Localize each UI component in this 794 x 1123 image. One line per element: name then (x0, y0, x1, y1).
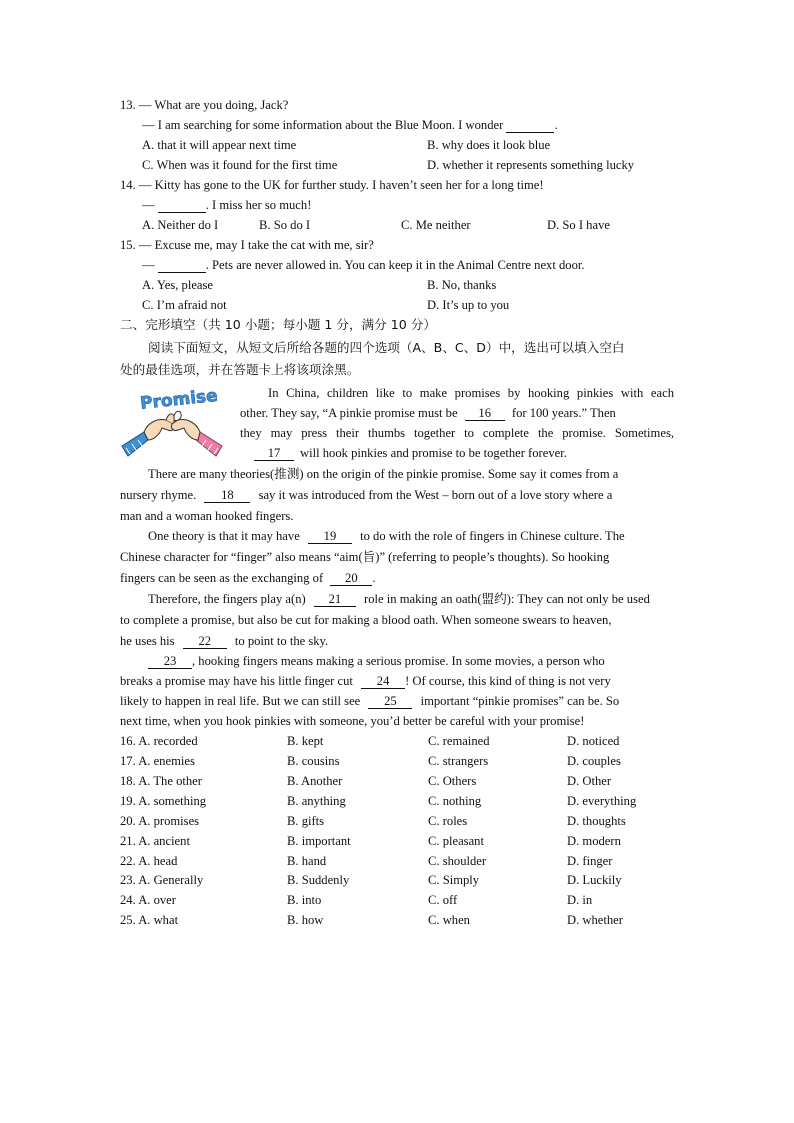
option-b: B. hand (287, 854, 327, 868)
passage-p3-line2: Chinese character for “finger” also means “aim(旨)” (referring to people’s thoughts). So hooking (120, 550, 610, 564)
option-b: B. gifts (287, 814, 325, 828)
options-row-18 (120, 771, 700, 791)
q13-blank (506, 118, 554, 133)
option-b: B. important (287, 834, 351, 848)
q13-reply-text: — I am searching for some information about the Blue Moon. I wonder (142, 118, 504, 132)
passage-text: likely to happen in real life. But we can still see (120, 694, 361, 708)
option-c: C. pleasant (428, 834, 484, 848)
option-b: B. how (287, 913, 324, 927)
option-a: 17. A. enemies (120, 754, 195, 768)
blank-24: 24 (361, 674, 405, 689)
passage-text: ! Of course, this kind of thing is not very (405, 674, 611, 688)
passage-p1-line2 (240, 403, 674, 423)
q15-reply-text: . Pets are never allowed in. You can keep it in the Animal Centre next door. (205, 258, 585, 272)
options-row-25 (120, 910, 700, 930)
option-d: D. Luckily (567, 873, 622, 887)
passage-p4-line1 (148, 589, 650, 609)
passage-p4-line2: to complete a promise, but also be cut for making a blood oath. When someone swears to heaven, (120, 613, 612, 627)
q14-reply-text: . I miss her so much! (205, 198, 312, 212)
q13-reply (142, 115, 558, 135)
option-c: C. remained (428, 734, 490, 748)
passage-text: to point to the sky. (234, 634, 329, 648)
passage-p2-line3: man and a woman hooked fingers. (120, 509, 294, 523)
option-a: 18. A. The other (120, 774, 202, 788)
q15-option-c: C. I’m afraid not (142, 298, 227, 312)
q13-option-a: A. that it will appear next time (142, 138, 297, 152)
passage-p1-line1: In China, children like to make promises by hooking pinkies with each (268, 386, 674, 400)
option-d: D. finger (567, 854, 613, 868)
option-c: C. roles (428, 814, 468, 828)
passage-text: for 100 years.” Then (511, 406, 616, 420)
options-row-22 (120, 851, 700, 871)
section-title: 二、完形填空（共 10 小题；每小题 1 分，满分 10 分） (120, 317, 436, 332)
passage-text: , hooking fingers means making a serious promise. In some movies, a person who (192, 654, 605, 668)
promise-logo-text: Promise (139, 385, 219, 414)
option-b: B. into (287, 893, 322, 907)
option-c: C. when (428, 913, 470, 927)
options-row-24 (120, 890, 700, 910)
options-row-19 (120, 791, 700, 811)
options-row-23 (120, 870, 700, 890)
option-d: D. in (567, 893, 593, 907)
q13-option-d: D. whether it represents something lucky (427, 158, 635, 172)
blank-17: 17 (254, 446, 294, 461)
option-c: C. Simply (428, 873, 480, 887)
passage-text: nursery rhyme. (120, 488, 197, 502)
option-a: 20. A. promises (120, 814, 200, 828)
option-b: B. Another (287, 774, 343, 788)
option-a: 16. A. recorded (120, 734, 198, 748)
option-a: 25. A. what (120, 913, 179, 927)
option-d: D. Other (567, 774, 612, 788)
blank-22: 22 (183, 634, 227, 649)
blank-25: 25 (368, 694, 412, 709)
option-a: 23. A. Generally (120, 873, 204, 887)
passage-p5-line3 (120, 691, 619, 711)
passage-text: breaks a promise may have his little finger cut (120, 674, 353, 688)
passage-p1-line3: they may press their thumbs together to complete the promise. Sometimes, (240, 426, 674, 440)
option-d: D. whether (567, 913, 623, 927)
passage-text: . (372, 571, 376, 585)
passage-text: will hook pinkies and promise to be together forever. (300, 446, 567, 460)
option-c: C. strangers (428, 754, 489, 768)
option-c: C. off (428, 893, 458, 907)
passage-text: other. They say, “A pinkie promise must be (240, 406, 458, 420)
passage-text: to do with the role of fingers in Chinese culture. The (360, 529, 625, 543)
q15-reply (142, 255, 585, 275)
q15-stem: 15. — Excuse me, may I take the cat with me, sir? (120, 238, 374, 252)
option-c: C. Others (428, 774, 477, 788)
passage-p5-line4: next time, when you hook pinkies with someone, you’d better be careful with your promise! (120, 714, 585, 728)
passage-p5-line1 (148, 651, 605, 671)
passage-p3-line3 (120, 568, 375, 588)
option-d: D. couples (567, 754, 621, 768)
q15-blank (158, 258, 206, 273)
q13-option-c: C. When was it found for the first time (142, 158, 338, 172)
blank-16: 16 (465, 406, 505, 421)
q13-option-b: B. why does it look blue (427, 138, 551, 152)
options-row-17 (120, 751, 700, 771)
options-row-16 (120, 731, 700, 751)
passage-p1-line4 (254, 443, 567, 463)
blank-20: 20 (330, 571, 372, 586)
passage-p2-line2 (120, 485, 612, 505)
option-c: C. shoulder (428, 854, 487, 868)
passage-text: fingers can be seen as the exchanging of (120, 571, 324, 585)
q13-stem: 13. — What are you doing, Jack? (120, 98, 289, 112)
q14-option-b: B. So do I (259, 218, 311, 232)
section-instruction-1: 阅读下面短文，从短文后所给各题的四个选项（A、B、C、D）中，选出可以填入空白 (148, 340, 625, 355)
passage-p3-line1 (148, 526, 625, 546)
q15-option-d: D. It’s up to you (427, 298, 510, 312)
blank-21: 21 (314, 592, 356, 607)
q14-option-d: D. So I have (547, 218, 610, 232)
q14-option-a: A. Neither do I (142, 218, 219, 232)
option-a: 19. A. something (120, 794, 207, 808)
options-row-20 (120, 811, 700, 831)
option-c: C. nothing (428, 794, 482, 808)
passage-text: role in making an oath(盟约): They can not only be used (364, 592, 650, 606)
passage-text: One theory is that it may have (148, 529, 300, 543)
option-a: 24. A. over (120, 893, 176, 907)
blank-18: 18 (204, 488, 250, 503)
option-b: B. Suddenly (287, 873, 350, 887)
q14-reply-dash: — (142, 198, 155, 212)
q14-blank (158, 198, 206, 213)
q14-reply (142, 195, 311, 215)
passage-text: Therefore, the fingers play a(n) (148, 592, 306, 606)
promise-logo-image (118, 384, 230, 460)
blank-19: 19 (308, 529, 352, 544)
option-d: D. noticed (567, 734, 620, 748)
passage-p5-line2 (120, 671, 611, 691)
passage-p2-line1: There are many theories(推测) on the origin of the pinkie promise. Some say it comes from a (148, 467, 619, 481)
q13-reply-end: . (554, 118, 558, 132)
q15-reply-dash: — (142, 258, 155, 272)
option-b: B. anything (287, 794, 346, 808)
q15-option-a: A. Yes, please (142, 278, 214, 292)
options-row-21 (120, 831, 700, 851)
option-a: 22. A. head (120, 854, 178, 868)
section-instruction-2: 处的最佳选项，并在答题卡上将该项涂黑。 (120, 362, 360, 377)
q14-option-c: C. Me neither (401, 218, 471, 232)
option-b: B. kept (287, 734, 324, 748)
option-b: B. cousins (287, 754, 340, 768)
q14-stem: 14. — Kitty has gone to the UK for further study. I haven’t seen her for a long time! (120, 178, 544, 192)
option-d: D. thoughts (567, 814, 626, 828)
option-d: D. modern (567, 834, 621, 848)
q15-option-b: B. No, thanks (427, 278, 497, 292)
option-a: 21. A. ancient (120, 834, 190, 848)
passage-text: he uses his (120, 634, 175, 648)
passage-text: important “pinkie promises” can be. So (420, 694, 620, 708)
option-d: D. everything (567, 794, 637, 808)
passage-text: say it was introduced from the West – born out of a love story where a (258, 488, 613, 502)
blank-23: 23 (148, 654, 192, 669)
passage-p4-line3 (120, 631, 328, 651)
